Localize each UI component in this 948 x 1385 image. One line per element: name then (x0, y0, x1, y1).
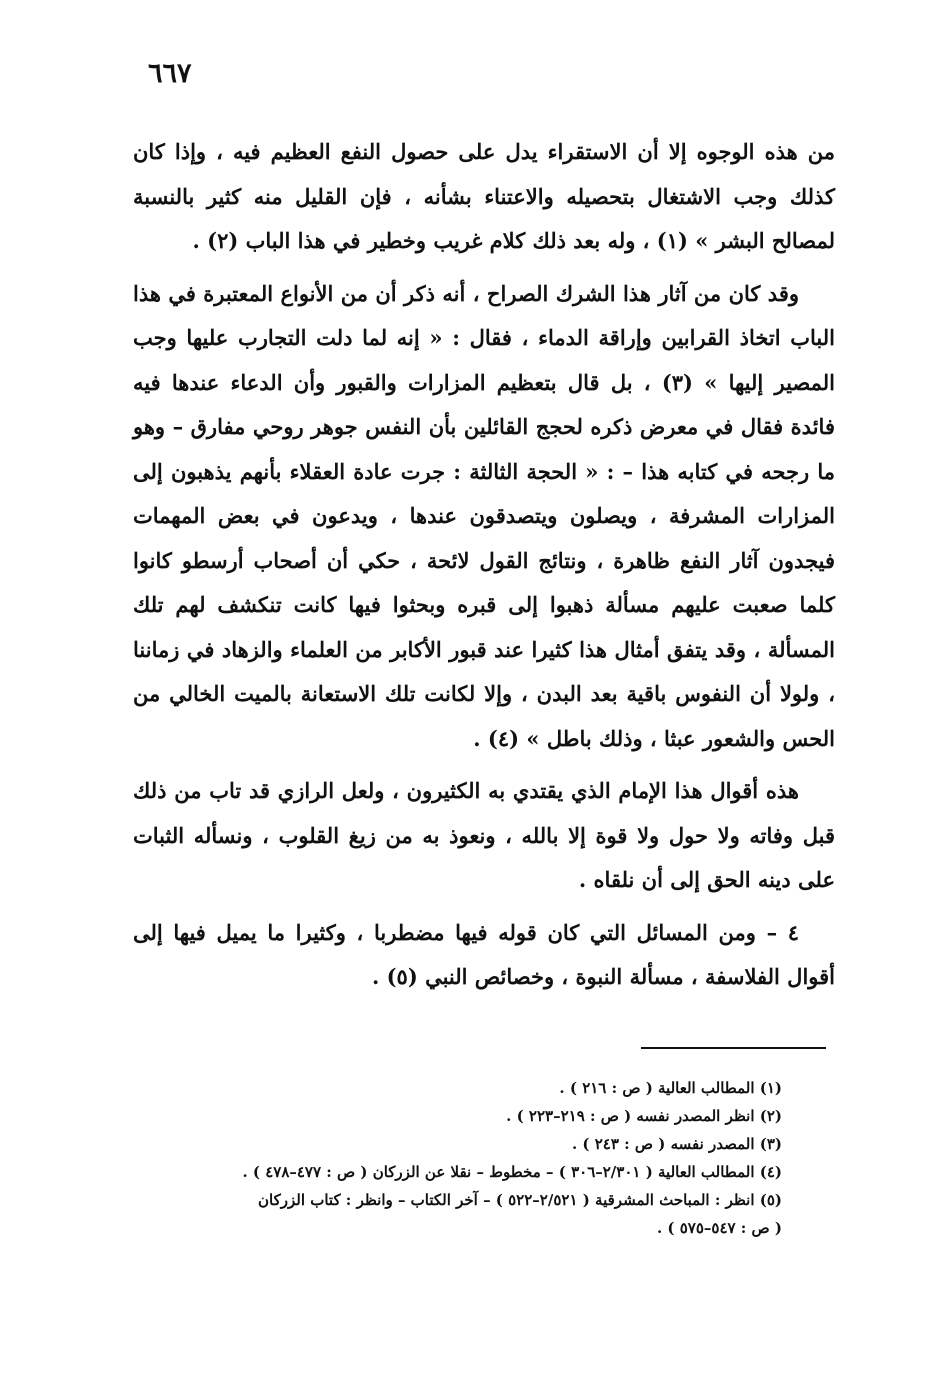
footnote-divider (641, 1047, 826, 1049)
footnote-1: (١) المطالب العالية ( ص : ٢١٦ ) . (559, 1079, 782, 1097)
paragraph-4: ٤ – ومن المسائل التي كان قوله فيها مضطربا ، وكثيرا ما يميل فيها إلى أقوال الفلاسفة ، مسألة النبوة ، وخصائص النبي (٥) . (133, 919, 835, 989)
footnote-4: (٤) المطالب العالية ( ٢/٣٠١–٣٠٦ ) – مخطوط – نقلا عن الزركان ( ص : ٤٧٧–٤٧٨ ) . (242, 1163, 782, 1181)
paragraph-1: من هذه الوجوه إلا أن الاستقراء يدل على حصول النفع العظيم فيه ، وإذا كان كذلك وجب الاشتغال بتحصيله والاعتناء بشأنه ، فإن القليل منه كثير بالنسبة لمصالح البشر » (١) ، وله بعد ذلك كلام غريب وخطير في هذا الباب (٢) . (133, 139, 835, 253)
paragraph-3: هذه أقوال هذا الإمام الذي يقتدي به الكثيرون ، ولعل الرازي قد تاب من ذلك قبل وفاته ولا حول ولا قوة إلا بالله ، ونعوذ به من زيغ القلوب ، ونسأله الثبات على دينه الحق إلى أن نلقاه . (133, 778, 835, 892)
footnote-3: (٣) المصدر نفسه ( ص : ٢٤٣ ) . (571, 1135, 782, 1153)
main-text (133, 130, 835, 1008)
footnote-5: (٥) انظر : المباحث المشرقية ( ٢/٥٢١–٥٢٢ ) – آخر الكتاب – وانظر : كتاب الزركان (258, 1191, 782, 1209)
footnote-5-continuation: ( ص : ٥٤٧–٥٧٥ ) . (656, 1219, 782, 1237)
footnote-2: (٢) انظر المصدر نفسه ( ص : ٢١٩–٢٢٣ ) . (506, 1107, 782, 1125)
footnotes (130, 1074, 782, 1242)
page-number: ٦٦٧ (148, 58, 192, 89)
paragraph-2: وقد كان من آثار هذا الشرك الصراح ، أنه ذكر أن من الأنواع المعتبرة في هذا الباب اتخاذ القرابين وإراقة الدماء ، فقال : « إنه لما دلت التجارب عليها وجب المصير إليها » (٣) ، بل قال بتعظيم المزارات والقبور وأن الدعاء عندها فيه فائدة فقال في معرض ذكره لحجج القائلين بأن النفس جوهر روحي مفارق – وهو ما رجحه في كتابه هذا – : « الحجة الثالثة : جرت عادة العقلاء بأنهم يذهبون إلى المزارات المشرفة ، ويصلون ويتصدقون عندها ، ويدعون في بعض المهمات فيجدون آثار النفع ظاهرة ، ونتائج القول لائحة ، حكي أن أصحاب أرسطو كانوا كلما صعبت عليهم مسألة ذهبوا إلى قبره وبحثوا فيها كانت تنكشف لهم تلك المسألة ، وقد يتفق أمثال هذا كثيرا عند قبور الأكابر من العلماء والزهاد في زماننا ، ولولا أن النفوس باقية بعد البدن ، وإلا لكانت تلك الاستعانة بالميت الخالي من الحس والشعور عبثا ، وذلك باطل » (٤) . (133, 280, 835, 751)
